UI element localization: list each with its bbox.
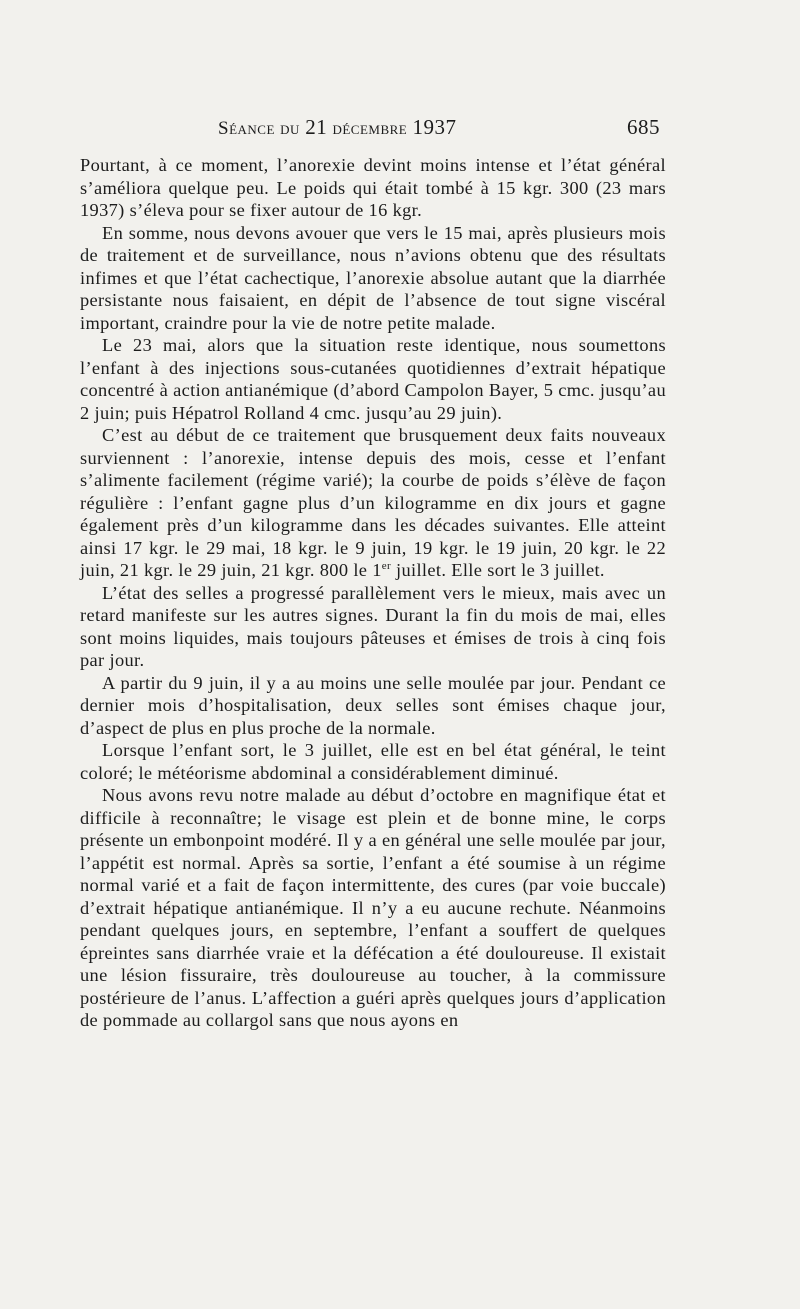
- paragraph-6: A partir du 9 juin, il y a au moins une selle moulée par jour. Pendant ce dernier mois d’hospitalisation, deux selles sont émises chaque jour, d’aspect de plus en plus proche de la normale.: [80, 672, 666, 738]
- running-head-day: 21: [305, 115, 328, 139]
- paragraph-4-main: C’est au début de ce traitement que brusquement deux faits nouveaux surviennent : l’anorexie, intense depuis des mois, cesse et l’enfant s’alimente facilement (régime varié); la courbe de poids s’élève de façon régulière : l’enfant gagne plus d’un kilogramme en dix jours et gagne également près d’un kilogramme dans les décades suivantes. Elle atteint ainsi 17 kgr. le 29 mai, 18 kgr. le 9 juin, 19 kgr. le 19 juin, 20 kgr. le 22 juin, 21 kgr. le 29 juin, 21 kgr. 800 le 1: [80, 425, 666, 580]
- page-header: [80, 115, 660, 141]
- running-head-year: 1937: [412, 115, 457, 139]
- paragraph-5: L’état des selles a progressé parallèlement vers le mieux, mais avec un retard manifeste sur les autres signes. Durant la fin du mois de mai, elles sont moins liquides, mais toujours pâteuses et émises de trois à cinq fois par jour.: [80, 582, 666, 670]
- running-head-month: décembre: [332, 118, 408, 139]
- paragraph-4-tail: juillet. Elle sort le 3 juillet.: [391, 560, 605, 580]
- paragraph-2: En somme, nous devons avouer que vers le 15 mai, après plusieurs mois de traitement et de surveillance, nous n’avions obtenu que des résultats infimes et que l’état cachectique, l’anorexie absolue autant que la diarrhée persistante nous faisaient, en dépit de l’absence de tout signe viscéral important, craindre pour la vie de notre petite malade.: [80, 222, 666, 333]
- running-head: [218, 115, 456, 140]
- page-number: 685: [627, 115, 660, 139]
- paragraph-1: Pourtant, à ce moment, l’anorexie devint moins intense et l’état général s’améliora quelque peu. Le poids qui était tombé à 15 kgr. 300 (23 mars 1937) s’éleva pour se fixer autour de 16 kgr.: [80, 155, 666, 220]
- paragraph-8: Nous avons revu notre malade au début d’octobre en magnifique état et difficile à reconnaître; le visage est plein et de bonne mine, le corps présente un embonpoint modéré. Il y a en général une selle moulée par jour, l’appétit est normal. Après sa sortie, l’enfant a été soumise à un régime normal varié et a fait de façon intermittente, des cures (par voie buccale) d’extrait hépatique antianémique. Il n’y a eu aucune rechute. Néanmoins pendant quelques jours, en septembre, l’enfant a souffert de quelques épreintes sans diarrhée vraie et la défécation a été douloureuse. Il existait une lésion fissuraire, très douloureuse au toucher, à la commissure postérieure de l’anus. L’affection a guéri après quelques jours d’application de pommade au collargol sans que nous ayons en: [80, 785, 666, 1030]
- ordinal-superscript: er: [381, 559, 392, 572]
- paragraph-3: Le 23 mai, alors que la situation reste identique, nous soumettons l’enfant à des injections sous-cutanées quotidiennes d’extrait hépatique concentré à action antianémique (d’abord Campolon Bayer, 5 cmc. jusqu’au 2 juin; puis Hépatrol Rolland 4 cmc. jusqu’au 29 juin).: [80, 335, 666, 423]
- body-text: [80, 154, 666, 1032]
- running-head-seance: Séance du: [218, 118, 300, 139]
- paragraph-7: Lorsque l’enfant sort, le 3 juillet, elle est en bel état général, le teint coloré; le météorisme abdominal a considérablement diminué.: [80, 740, 666, 783]
- paragraph-4: [80, 424, 666, 582]
